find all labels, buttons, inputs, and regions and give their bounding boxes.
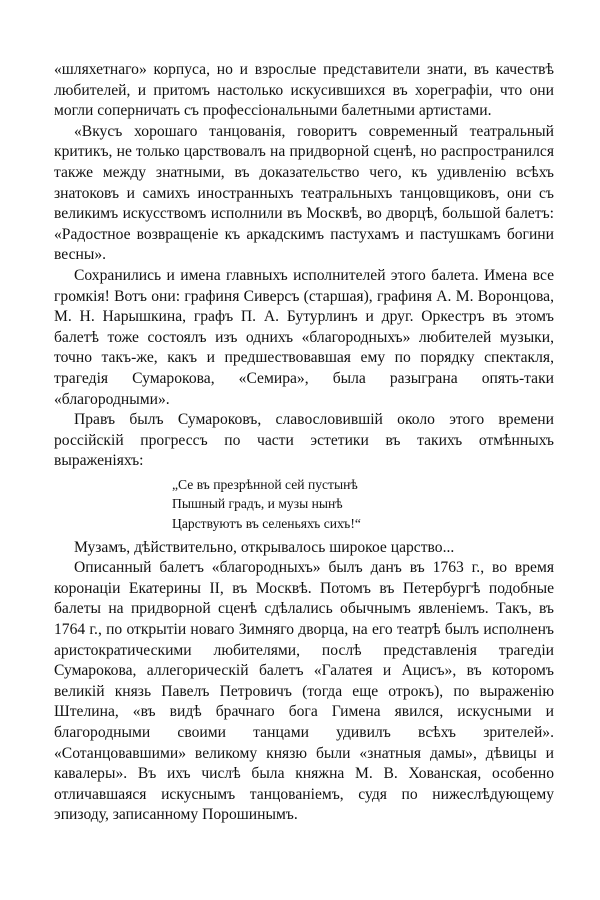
verse-line: Царствуютъ въ селеньяхъ сихъ!“ — [172, 516, 361, 532]
paragraph-sumarokov: Правъ былъ Сумароковъ, славословившій около этого времени россійскій прогрессъ по части эстетики въ такихъ отмѣнныхъ выраженіяхъ: — [54, 411, 554, 470]
paragraph-muses: Музамъ, дѣйствительно, открывалось широкое царство... — [74, 538, 455, 556]
verse-line: „Се въ презрѣнной сей пустынѣ — [172, 476, 358, 492]
paragraph-continuation: «шляхетнаго» корпуса, но и взрослые представители знати, въ качествѣ любителей, и притомъ настолько искусившихся въ хореграфіи, что они могли соперничать съ профессіональными балетными артистами. — [54, 61, 554, 120]
paragraph-performers: Сохранились и имена главныхъ исполнителей этого балета. Имена все громкія! Вотъ они: графиня Сиверсъ (старшая), графиня А. М. Воронцова, М. Н. Нарышкина, графъ П. А. Бутурлинъ и друг. Оркестръ въ этомъ балетѣ тоже состоялъ изъ однихъ «благородныхъ» любителей музыки, точно такъ-же, какъ и предшествовавшая ему по порядку спектакля, трагедія Сумарокова, «Семира», была разыграна опять-таки «благородными». — [54, 266, 554, 408]
verse-line: Пышный градъ, и музы нынѣ — [172, 496, 343, 512]
verse-quote — [172, 475, 554, 534]
text-column — [54, 60, 554, 826]
paragraph-critic-quote: «Вкусъ хорошаго танцованія, говоритъ современный театральный критикъ, не только царствовалъ на придворной сценѣ, но распространился также между знатными, въ доказательство чего, къ удивленію всѣхъ знатоковъ и самихъ иностранныхъ театральныхъ танцовщиковъ, они съ великимъ искусствомъ исполнили въ Москвѣ, во дворцѣ, большой балетъ: «Радостное возвращеніе къ аркадскимъ пастухамъ и пастушкамъ богини весны». — [54, 122, 554, 264]
paragraph-ballet-1763: Описанный балетъ «благородныхъ» былъ данъ въ 1763 г., во время коронаціи Екатерины II, въ Москвѣ. Потомъ въ Петербургѣ подобные балеты на придворной сценѣ сдѣлались обычнымъ явленіемъ. Такъ, въ 1764 г., по открытіи новаго Зимняго дворца, на его театрѣ былъ исполненъ аристократическими любителями, послѣ представленія трагедіи Сумарокова, аллегорическій балетъ «Галатея и Ацисъ», въ которомъ великій князь Павелъ Петровичъ (тогда еще отрокъ), по выраженію Штелина, «въ видѣ брачнаго бога Гимена явился, искусными и благородными своими танцами удивилъ всѣхъ зрителей». «Сотанцовавшими» великому князю были «знатныя дамы», дѣвицы и кавалеры». Въ ихъ числѣ была княжна М. В. Хованская, особенно отличавшаяся искуснымъ танцованіемъ, судя по нижеслѣдующему эпизоду, записанному Порошинымъ. — [54, 559, 554, 824]
